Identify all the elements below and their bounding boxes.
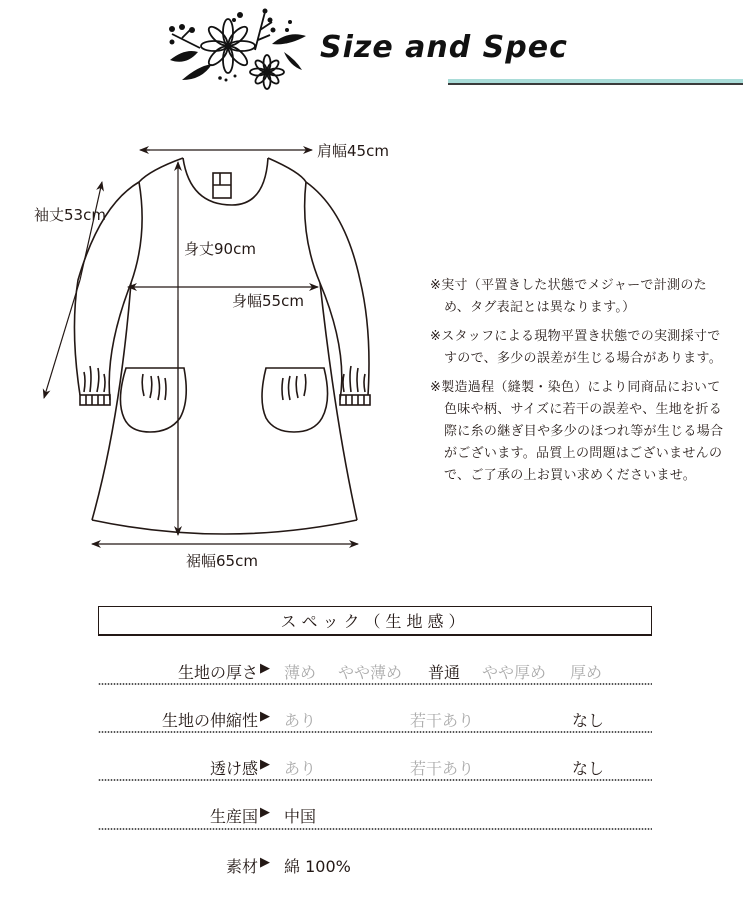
floral-decoration-icon	[160, 0, 320, 100]
option-slightly: 若干あり	[410, 711, 475, 730]
spec-label: 生地の厚さ	[177, 663, 258, 682]
option-none-selected: なし	[572, 759, 605, 778]
triangle-right-icon: ▶	[260, 757, 270, 772]
sleeve-length-label: 袖丈53cm	[34, 206, 106, 224]
spec-label: 透け感	[209, 759, 258, 778]
spec-row-origin	[98, 790, 652, 838]
spec-row-sheerness	[98, 742, 652, 790]
dotted-divider	[98, 731, 652, 733]
option-thin: 薄め	[284, 663, 317, 682]
spec-row-material	[98, 840, 652, 888]
dotted-divider	[98, 828, 652, 830]
note-item: ※スタッフによる現物平置き状態での実測採寸ですので、多少の誤差が生じる場合があります。	[430, 329, 723, 366]
triangle-right-icon: ▶	[260, 855, 270, 870]
option-normal-selected: 普通	[428, 663, 461, 682]
spec-label: 素材	[225, 857, 258, 876]
option-thick: 厚め	[570, 663, 603, 682]
dotted-divider	[98, 779, 652, 781]
note-item: ※実寸（平置きした状態でメジャーで計測のため、タグ表記とは異なります。）	[430, 278, 707, 315]
smock-apron-illustration	[0, 120, 420, 590]
triangle-right-icon: ▶	[260, 709, 270, 724]
spec-label: 生産国	[209, 807, 258, 826]
option-yes: あり	[284, 759, 317, 778]
option-slightly-thin: やや薄め	[338, 663, 403, 682]
spec-section-title: スペック（生地感）	[98, 606, 652, 636]
title-underline	[448, 83, 743, 85]
option-slightly: 若干あり	[410, 759, 475, 778]
triangle-right-icon: ▶	[260, 805, 270, 820]
body-length-label: 身丈90cm	[184, 240, 256, 258]
spec-label: 生地の伸縮性	[161, 711, 258, 730]
shoulder-width-label: 肩幅45cm	[317, 142, 389, 160]
option-none-selected: なし	[572, 711, 605, 730]
measurement-notes	[430, 275, 730, 494]
triangle-right-icon: ▶	[260, 661, 270, 676]
spec-value: 中国	[284, 807, 317, 826]
option-slightly-thick: やや厚め	[482, 663, 547, 682]
option-yes: あり	[284, 711, 317, 730]
spec-row-stretch	[98, 694, 652, 742]
dotted-divider	[98, 683, 652, 685]
body-width-label: 身幅55cm	[232, 292, 304, 310]
note-item: ※製造過程（縫製・染色）により同商品において色味や柄、サイズに若干の誤差や、生地を折る際に糸の継ぎ目や多少のほつれ等が生じる場合がございます。品質上の問題はございませんので、ご了承の上お買い求めくださいませ。	[430, 380, 724, 483]
hem-width-label: 裾幅65cm	[186, 552, 258, 570]
spec-row-thickness	[98, 646, 652, 694]
spec-value: 綿 100%	[284, 857, 351, 876]
page-title: Size and Spec	[320, 30, 568, 65]
garment-diagram	[0, 120, 420, 590]
header	[160, 0, 600, 100]
